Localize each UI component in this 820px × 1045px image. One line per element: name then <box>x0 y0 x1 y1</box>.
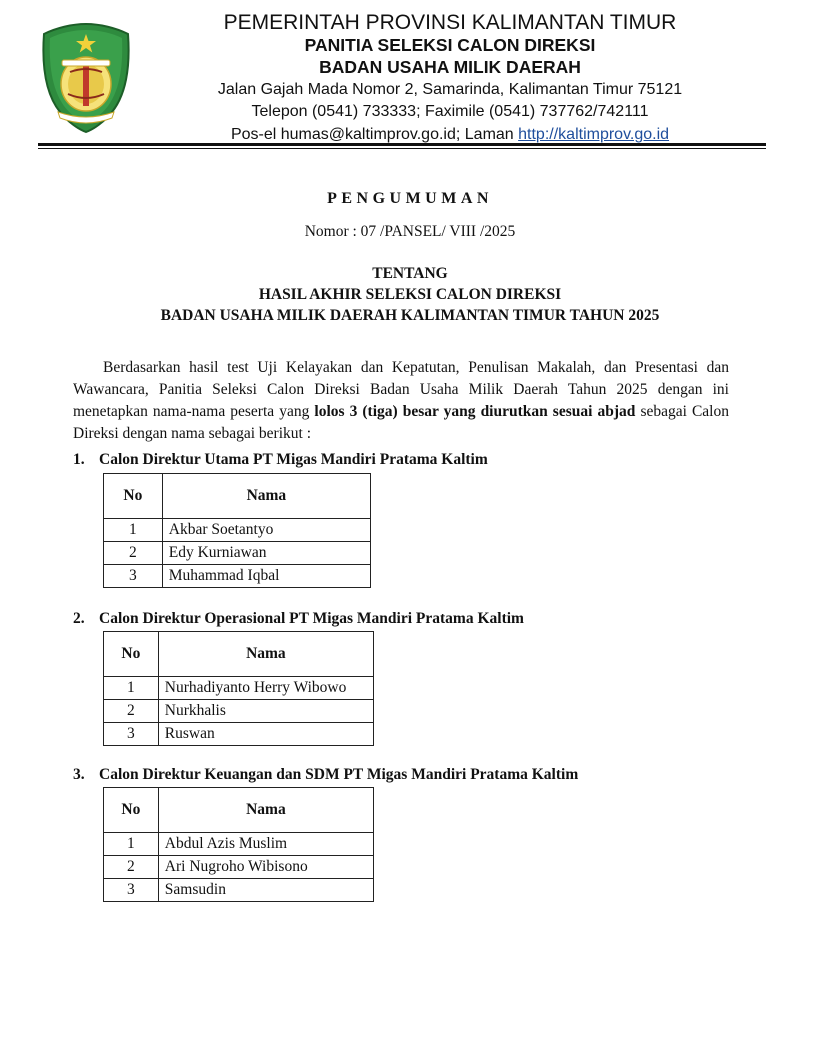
table-row <box>104 856 374 879</box>
row-nama: Ruswan <box>158 723 373 746</box>
subject-line-2: BADAN USAHA MILIK DAERAH KALIMANTAN TIMUR TAHUN 2025 <box>160 307 660 324</box>
intro-text-bold: lolos 3 (tiga) besar yang diurutkan sesuai abjad <box>314 403 636 420</box>
row-nama: Samsudin <box>158 879 373 902</box>
letterhead-contact-text: Pos-el humas@kaltimprov.go.id; Laman <box>230 125 519 143</box>
announcement-subject <box>0 263 820 326</box>
table-row <box>104 519 371 542</box>
header-no: No <box>104 788 159 833</box>
section-label: Calon Direktur Keuangan dan SDM PT Migas Mandiri Pratama Kaltim <box>99 766 579 783</box>
row-no: 2 <box>104 700 159 723</box>
announcement-title: PENGUMUMAN <box>327 190 493 207</box>
candidates-table <box>103 631 374 746</box>
table-row <box>104 833 374 856</box>
section-title <box>73 610 524 628</box>
row-nama: Nurhadiyanto Herry Wibowo <box>158 677 373 700</box>
row-nama: Abdul Azis Muslim <box>158 833 373 856</box>
kaltim-provincial-emblem-icon <box>40 22 132 134</box>
table-row <box>104 542 371 565</box>
intro-text-1: Berdasarkan hasil test Uji Kelayakan dan Kepatutan, Penulisan Makalah, dan Presentasi dan Wawancara, Panitia Seleksi Calon Direksi Badan Usaha Milik Daerah Tahun 2025 dengan ini menetapkan nama-nama peserta yang <box>73 359 729 420</box>
row-nama: Nurkhalis <box>158 700 373 723</box>
table-header-row <box>104 474 371 519</box>
header-no: No <box>104 474 163 519</box>
row-no: 3 <box>104 723 159 746</box>
row-nama: Edy Kurniawan <box>162 542 370 565</box>
section-number: 2. <box>73 610 85 627</box>
website-link[interactable]: http://kaltimprov.go.id <box>518 125 670 143</box>
candidates-table <box>103 787 374 902</box>
subject-line-1: HASIL AKHIR SELEKSI CALON DIREKSI <box>258 286 562 303</box>
intro-text-2: sebagai Calon Direksi dengan nama sebagai berikut : <box>73 403 729 442</box>
section-number: 3. <box>73 766 85 783</box>
header-nama: Nama <box>162 474 370 519</box>
row-no: 2 <box>104 856 159 879</box>
section-title <box>73 766 578 784</box>
table-row <box>104 565 371 588</box>
header-nama: Nama <box>158 632 373 677</box>
row-no: 1 <box>104 519 163 542</box>
row-no: 1 <box>104 833 159 856</box>
subject-about: TENTANG <box>372 265 448 282</box>
row-no: 1 <box>104 677 159 700</box>
announcement-number: Nomor : 07 /PANSEL/ VIII /2025 <box>304 223 516 240</box>
letterhead-rule-thick <box>38 143 766 146</box>
candidates-table <box>103 473 371 588</box>
row-no: 2 <box>104 542 163 565</box>
letterhead-phone: Telepon (0541) 733333; Faximile (0541) 737762/742111 <box>251 103 649 120</box>
section-label: Calon Direktur Operasional PT Migas Mandiri Pratama Kaltim <box>99 610 524 627</box>
intro-paragraph <box>73 357 729 445</box>
row-no: 3 <box>104 565 163 588</box>
table-row <box>104 723 374 746</box>
section-label: Calon Direktur Utama PT Migas Mandiri Pratama Kaltim <box>99 451 488 468</box>
section-title <box>73 451 488 469</box>
letterhead-committee: PANITIA SELEKSI CALON DIREKSI <box>304 34 596 55</box>
letterhead-address: Jalan Gajah Mada Nomor 2, Samarinda, Kalimantan Timur 75121 <box>217 80 683 98</box>
header-nama: Nama <box>158 788 373 833</box>
row-no: 3 <box>104 879 159 902</box>
table-row <box>104 879 374 902</box>
table-row <box>104 677 374 700</box>
row-nama: Ari Nugroho Wibisono <box>158 856 373 879</box>
row-nama: Akbar Soetantyo <box>162 519 370 542</box>
table-header-row <box>104 632 374 677</box>
letterhead <box>150 12 750 146</box>
letterhead-rule-thin <box>38 148 766 149</box>
table-header-row <box>104 788 374 833</box>
letterhead-government: PEMERINTAH PROVINSI KALIMANTAN TIMUR <box>223 11 677 34</box>
letterhead-agency: BADAN USAHA MILIK DAERAH <box>319 56 581 77</box>
table-row <box>104 700 374 723</box>
header-no: No <box>104 632 159 677</box>
section-number: 1. <box>73 451 85 468</box>
row-nama: Muhammad Iqbal <box>162 565 370 588</box>
